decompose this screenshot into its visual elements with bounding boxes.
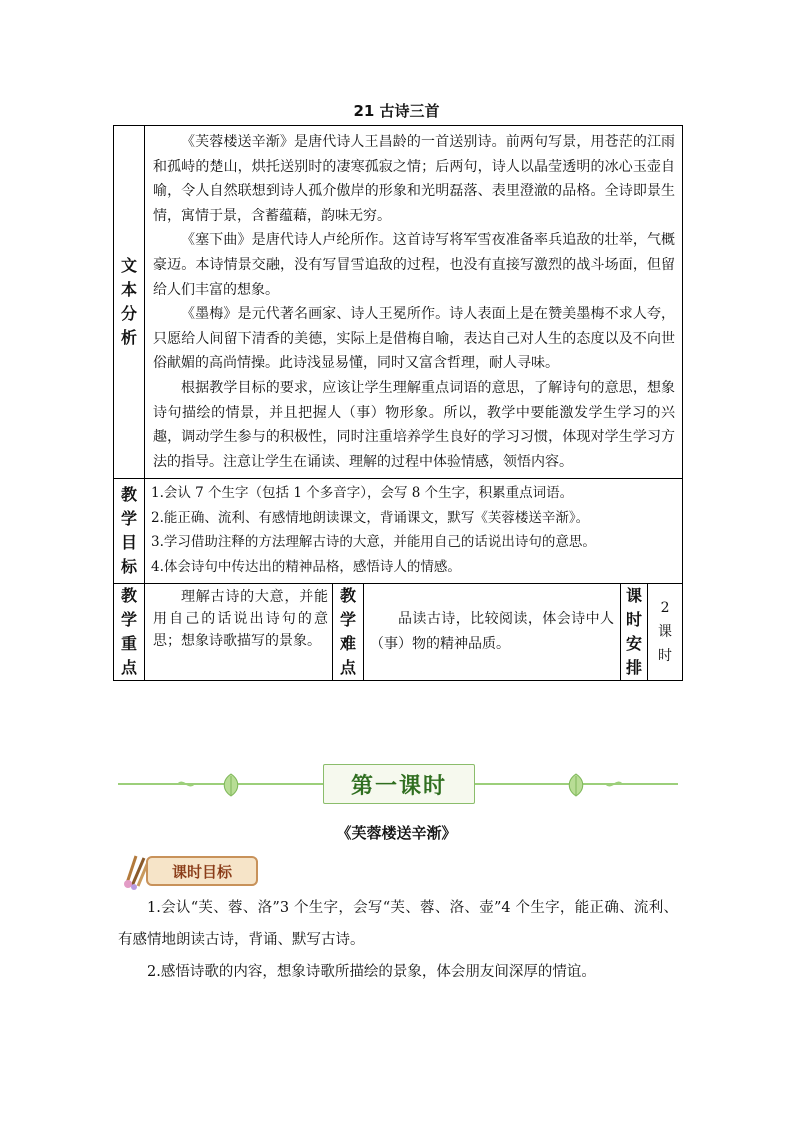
analysis-paragraph: 《塞下曲》是唐代诗人卢纶所作。这首诗写将军雪夜准备率兵追敌的壮举，气概豪迈。本诗情景交融，没有写冒雪追敌的过程，也没有直接写激烈的战斗场面，但留给人们丰富的想象。	[153, 232, 676, 298]
goals-row	[114, 479, 683, 584]
objectives-tag-label: 课时目标	[146, 856, 258, 886]
analysis-paragraph: 《芙蓉楼送辛渐》是唐代诗人王昌龄的一首送别诗。前两句写景，用苍茫的江雨和孤峙的楚山，烘托送别时的凄寒孤寂之情；后两句，诗人以晶莹透明的冰心玉壶自喻，令人自然联想到诗人孤介傲岸的形象和光明磊落、表里澄澈的品格。全诗即景生情，寓情于景，含蓄蕴藉，韵味无穷。	[153, 134, 676, 224]
objectives-list	[118, 892, 678, 988]
analysis-content	[145, 126, 683, 479]
analysis-paragraph: 《墨梅》是元代著名画家、诗人王冕所作。诗人表面上是在赞美墨梅不求人夸，只愿给人间留下清香的美德，实际上是借梅自喻，表达自己对人生的态度以及不向世俗献媚的高尚情操。此诗浅显易懂，同时又富含哲理，耐人寻味。	[153, 306, 676, 372]
key-points-label: 教 学 重 点	[114, 584, 145, 681]
analysis-paragraph: 根据教学目标的要求，应该让学生理解重点词语的意思，了解诗句的意思，想象诗句描绘的情景，并且把握人（事）物形象。所以，教学中要能激发学生学习的兴趣，调动学生参与的积极性，同时注重培养学生良好的学习习惯，体现对学生学习方法的指导。注意让学生在诵读、理解的过程中体验情感，领悟内容。	[153, 379, 676, 470]
schedule-value: 2 课 时	[648, 584, 683, 681]
objectives-tag	[118, 852, 258, 892]
goals-label: 教 学 目 标	[114, 479, 145, 584]
analysis-label: 文 本 分 析	[114, 126, 145, 479]
vine-icon	[606, 778, 622, 790]
objective-item: 1.会认“芙、蓉、洛”3 个生字，会写“芙、蓉、洛、壶”4 个生字，能正确、流利、有感情地朗读古诗，背诵、默写古诗。	[118, 900, 678, 948]
section-banner	[118, 764, 678, 804]
goal-item: 4.体会诗句中传达出的精神品格，感悟诗人的情感。	[151, 558, 461, 575]
poem-title: 《芙蓉楼送辛渐》	[336, 824, 457, 842]
lesson-plan-table	[113, 125, 683, 681]
leaf-icon	[218, 772, 244, 798]
leaf-icon	[563, 772, 589, 798]
objective-item: 2.感悟诗歌的内容，想象诗歌所描绘的景象，体会朋友间深厚的情谊。	[147, 964, 596, 980]
lesson-title: 21 古诗三首	[353, 102, 440, 120]
banner-title: 第一课时	[323, 764, 475, 804]
schedule-label: 课 时 安 排	[621, 584, 648, 681]
keypoints-row	[114, 584, 683, 681]
analysis-row	[114, 126, 683, 479]
goal-item: 1.会认 7 个生字（包括 1 个多音字），会写 8 个生字，积累重点词语。	[151, 485, 574, 502]
goal-item: 2.能正确、流利、有感情地朗读课文，背诵课文，默写《芙蓉楼送辛渐》。	[151, 509, 590, 526]
key-points-content: 理解古诗的大意，并能用自己的话说出诗句的意思；想象诗歌描写的景象。	[145, 584, 333, 681]
goal-item: 3.学习借助注释的方法理解古诗的大意，并能用自己的话说出诗句的意思。	[151, 534, 596, 551]
difficulties-label: 教 学 难 点	[333, 584, 364, 681]
vine-icon	[178, 778, 194, 790]
difficulties-content: 品读古诗，比较阅读，体会诗中人（事）物的精神品质。	[364, 584, 621, 681]
goals-content	[145, 479, 683, 584]
